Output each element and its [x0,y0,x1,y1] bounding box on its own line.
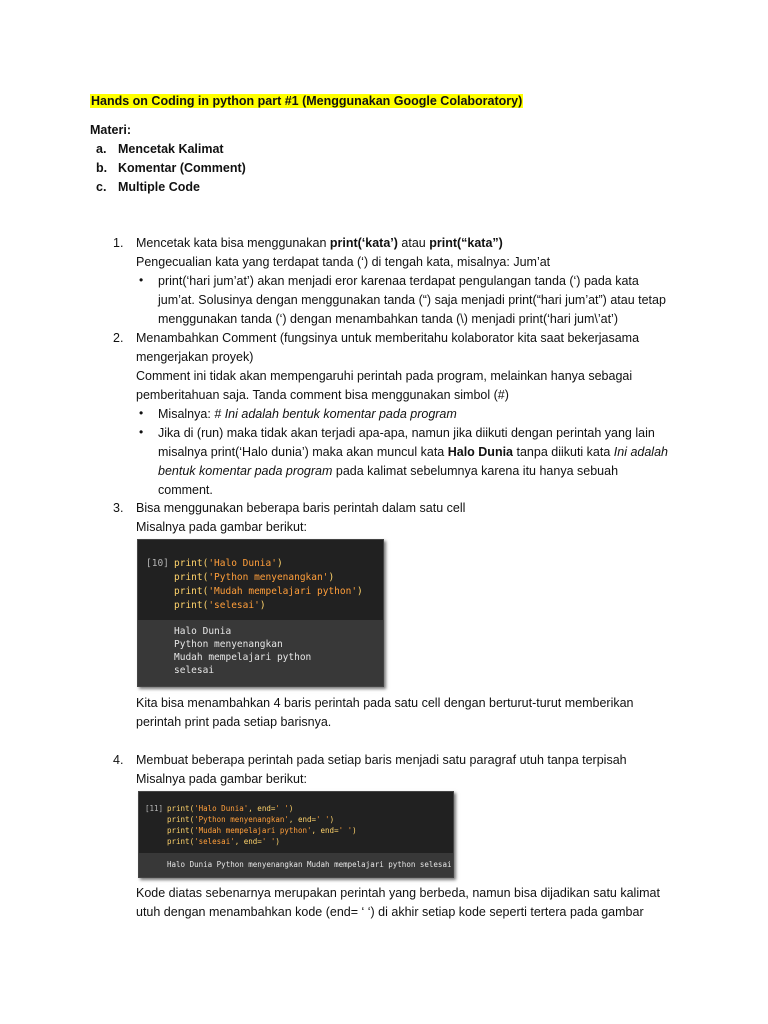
bullet-dot: • [139,425,144,439]
output-line: Halo Dunia [174,626,232,637]
section-4-line-1: Membuat beberapa perintah pada setiap baris menjadi satu paragraf utuh tanpa terpisah [136,753,627,767]
code-input-area [139,792,453,853]
section-2-bullet-2-line-1: Jika di (run) maka tidak akan terjadi apa-apa, namun jika diikuti dengan perintah yang lain [158,426,655,440]
section-3-after-line-2: perintah print pada setiap barisnya. [136,715,332,729]
section-2-line-4: pemberitahuan saja. Tanda comment bisa menggunakan simbol (#) [136,388,509,402]
document-title: Hands on Coding in python part #1 (Menggunakan Google Colaboratory) [91,94,523,108]
code-line: print('Halo Dunia', end=' ') [167,804,294,813]
section-1-bullet-line-2: jum’at. Solusinya dengan menggunakan tanda (“) saja menjadi print(“hari jum’at”) atau tetap [158,293,666,307]
code-cell-screenshot-1 [137,539,384,687]
materi-item-a: Mencetak Kalimat [118,142,224,156]
code-cell-screenshot-2 [138,791,454,878]
materi-marker-c: c. [96,180,107,194]
code-input-area [138,540,383,620]
output-line: Halo Dunia Python menyenangkan Mudah mempelajari python selesai [167,860,452,869]
output-line: Mudah mempelajari python [174,652,312,663]
section-2-bullet-2-line-3: bentuk komentar pada program pada kalimat sebelumnya karena itu hanya sebuah [158,464,619,478]
section-2-line-2: mengerjakan proyek) [136,350,254,364]
cell-prompt: [10] [146,558,169,569]
section-3-number: 3. [113,501,124,515]
section-2-bullet-2-line-2: misalnya print(‘Halo dunia’) maka akan muncul kata Halo Dunia tanpa diikuti kata Ini adalah [158,445,668,459]
code-line: print('selesai', end=' ') [167,837,280,846]
output-line: Python menyenangkan [174,639,283,650]
materi-marker-b: b. [96,161,108,175]
section-1-line-1: Mencetak kata bisa menggunakan print(‘kata’) atau print(“kata”) [136,236,503,250]
section-1-bullet-line-1: print(‘hari jum’at’) akan menjadi eror karenaa terdapat pengulangan tanda (‘) pada kata [158,274,639,288]
section-4-after-line-1: Kode diatas sebenarnya merupakan perintah yang berbeda, namun bisa dijadikan satu kalimat [136,886,660,900]
section-2-bullet-2-line-4: comment. [158,483,213,497]
materi-item-b: Komentar (Comment) [118,161,246,175]
section-2-number: 2. [113,331,124,345]
code-line: print('Mudah mempelajari python', end=' ') [167,826,357,835]
cell-prompt: [11] [145,804,164,813]
section-3-after-line-1: Kita bisa menambahkan 4 baris perintah pada satu cell dengan berturut-turut memberikan [136,696,634,710]
code-output-area [138,620,383,686]
materi-item-c: Multiple Code [118,180,200,194]
section-2-bullet-1: Misalnya: # Ini adalah bentuk komentar pada program [158,407,457,421]
code-line: print('Python menyenangkan', end=' ') [167,815,335,824]
materi-marker-a: a. [96,142,107,156]
section-2-line-1: Menambahkan Comment (fungsinya untuk memberitahu kolaborator kita saat bekerjasama [136,331,640,345]
materi-heading: Materi: [90,123,131,137]
section-1-bullet-line-3: menggunakan tanda (‘) dengan menambahkan tanda (\) menjadi print(‘hari jum\’at’) [158,312,618,326]
code-line: print('Mudah mempelajari python') [174,586,363,597]
code-line: print('selesai') [174,600,266,611]
section-2-line-3: Comment ini tidak akan mempengaruhi perintah pada program, melainkan hanya sebagai [136,369,633,383]
code-output-area [139,853,453,877]
code-line: print('Halo Dunia') [174,558,283,569]
section-3-line-2: Misalnya pada gambar berikut: [136,520,307,534]
section-1-number: 1. [113,236,124,250]
code-line: print('Python menyenangkan') [174,572,335,583]
section-1-line-2: Pengecualian kata yang terdapat tanda (‘) di tengah kata, misalnya: Jum’at [136,255,551,269]
section-3-line-1: Bisa menggunakan beberapa baris perintah dalam satu cell [136,501,466,515]
bullet-dot: • [139,406,144,420]
bullet-dot: • [139,273,144,287]
output-line: selesai [174,665,215,676]
section-4-after-line-2: utuh dengan menambahkan kode (end= ‘ ‘) di akhir setiap kode seperti tertera pada gambar [136,905,644,919]
section-4-number: 4. [113,753,124,767]
section-4-line-2: Misalnya pada gambar berikut: [136,772,307,786]
